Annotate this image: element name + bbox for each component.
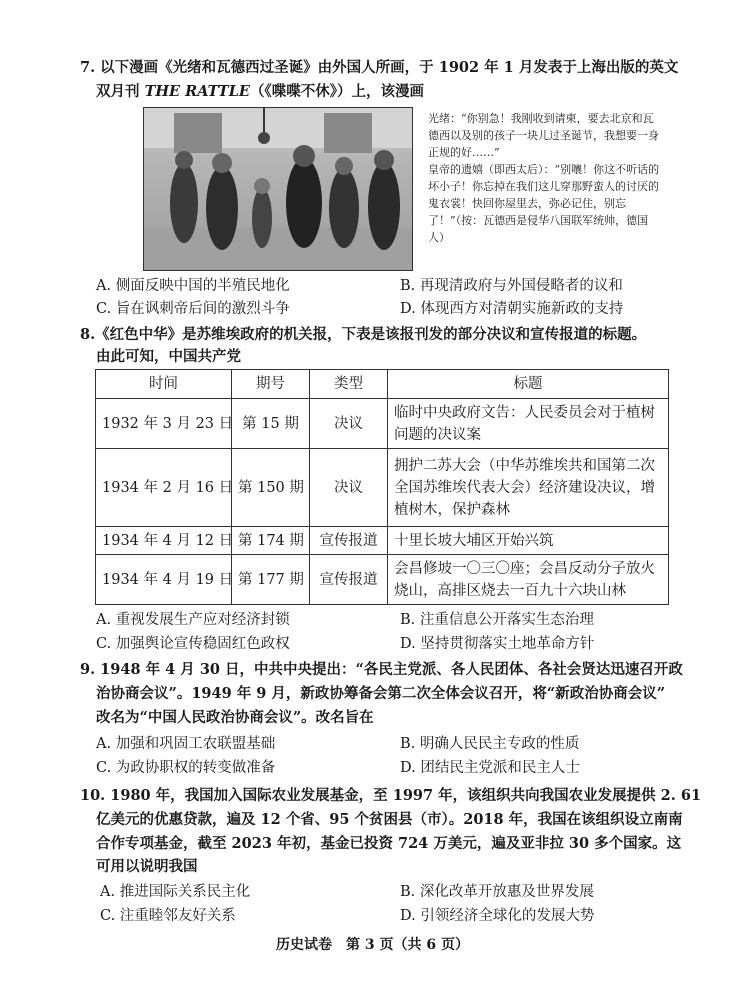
cell-title: 临时中央政府文告：人民委员会对于植树问题的决议案	[388, 399, 669, 449]
q7-cartoon-image	[143, 107, 413, 271]
cell-date: 1934 年 4 月 19 日	[96, 555, 232, 605]
header-date: 时间	[96, 370, 232, 399]
cell-date: 1932 年 3 月 23 日	[96, 399, 232, 449]
q10-option-d[interactable]: D. 引领经济全球化的发展大势	[400, 908, 595, 924]
header-type: 类型	[310, 370, 388, 399]
q9-stem-line2: 治协商会议”。1949 年 9 月，新政协筹备会第二次全体会议召开，将“新政治协商会议”	[96, 685, 666, 702]
q7-stem-line2	[96, 82, 424, 102]
q8-option-d[interactable]: D. 坚持贯彻落实土地革命方针	[400, 636, 595, 652]
header-issue: 期号	[232, 370, 310, 399]
cell-issue: 第 150 期	[232, 449, 310, 527]
q7-stem-line2-b: （《喋喋不休》）上，该漫画	[249, 83, 424, 100]
cell-issue: 第 177 期	[232, 555, 310, 605]
q7-option-c[interactable]: C. 旨在讽刺帝后间的激烈斗争	[96, 301, 290, 317]
q7-stem-line2-a: 双月刊	[96, 83, 145, 100]
q10-stem-line2: 亿美元的优惠贷款，遍及 12 个省、95 个贫困县（市）。2018 年，我国在该组织设立南南	[96, 811, 683, 828]
table-header-row	[96, 370, 669, 399]
table-row	[96, 449, 669, 527]
q10-option-a[interactable]: A. 推进国际关系民主化	[100, 884, 251, 900]
q8-option-b[interactable]: B. 注重信息公开落实生态治理	[400, 612, 594, 628]
cell-issue: 第 15 期	[232, 399, 310, 449]
cell-type: 决议	[310, 449, 388, 527]
cell-date: 1934 年 2 月 16 日	[96, 449, 232, 527]
cell-type: 决议	[310, 399, 388, 449]
q9-option-c[interactable]: C. 为政协职权的转变做准备	[96, 760, 276, 776]
q7-option-b[interactable]: B. 再现清政府与外国侵略者的议和	[400, 278, 623, 294]
q8-table	[95, 369, 669, 605]
q10-stem-line3: 合作专项基金，截至 2023 年初，基金已投资 724 万美元，遍及亚非拉 30 多个国家。这	[96, 835, 682, 852]
cell-title: 拥护二苏大会（中华苏维埃共和国第二次全国苏维埃代表大会）经济建设决议，增植树木，保护森林	[388, 449, 669, 527]
cell-issue: 第 174 期	[232, 527, 310, 555]
caption-guangxu: 光绪：“你别急！我刚收到请柬，要去北京和瓦德西以及别的孩子一块儿过圣诞节，我想要一身正规的好……”	[428, 112, 659, 159]
table-row	[96, 399, 669, 449]
q7-journal-title: THE RATTLE	[144, 83, 250, 100]
q10-stem-line4: 可用以说明我国	[96, 858, 198, 875]
q10-option-b[interactable]: B. 深化改革开放惠及世界发展	[400, 884, 594, 900]
q8-option-a[interactable]: A. 重视发展生产应对经济封锁	[96, 612, 290, 628]
q8-option-c[interactable]: C. 加强舆论宣传稳固红色政权	[96, 636, 290, 652]
header-title: 标题	[388, 370, 669, 399]
cell-date: 1934 年 4 月 12 日	[96, 527, 232, 555]
q7-option-a[interactable]: A. 侧面反映中国的半殖民地化	[96, 278, 290, 294]
q9-stem-line3: 改名为“中国人民政治协商会议”。改名旨在	[96, 709, 374, 726]
q10-option-c[interactable]: C. 注重睦邻友好关系	[100, 908, 236, 924]
caption-empress: 皇帝的遗嬉（即西太后）：“别嚷！你这不听话的坏小子！你忘掉在我们这儿穿那野蛮人的讨厌的鬼衣裳！快回你屋里去，弥必记住，别忘了！”（按：瓦德西是侵华八国联军统帅，德国人）	[428, 163, 660, 244]
q8-stem-line1: 8.《红色中华》是苏维埃政府的机关报，下表是该报刊发的部分决议和宣传报道的标题。	[80, 326, 647, 343]
table-row	[96, 555, 669, 605]
cell-type: 宣传报道	[310, 527, 388, 555]
cell-title: 十里长坡大埔区开始兴筑	[388, 527, 669, 555]
q8-stem-line2: 由此可知，中国共产党	[96, 348, 241, 365]
cell-type: 宣传报道	[310, 555, 388, 605]
cell-title: 会昌修坡一〇三〇座；会昌反动分子放火烧山，高排区烧去一百九十六块山林	[388, 555, 669, 605]
q9-option-b[interactable]: B. 明确人民民主专政的性质	[400, 736, 580, 752]
q7-option-d[interactable]: D. 体现西方对清朝实施新政的支持	[400, 301, 624, 317]
cartoon-drawing	[144, 108, 412, 270]
q7-cartoon-caption	[428, 110, 660, 246]
q7-stem-line1: 7. 以下漫画《光绪和瓦德西过圣诞》由外国人所画，于 1902 年 1 月发表于上海出版的英文	[80, 59, 679, 76]
page-footer: 历史试卷 第 3 页（共 6 页）	[276, 937, 469, 953]
q9-stem-line1: 9. 1948 年 4 月 30 日，中共中央提出：“各民主党派、各人民团体、各社会贤达迅速召开政	[80, 661, 683, 678]
q9-option-d[interactable]: D. 团结民主党派和民主人士	[400, 760, 580, 776]
table-row	[96, 527, 669, 555]
q10-stem-line1: 10. 1980 年，我国加入国际农业发展基金，至 1997 年，该组织共向我国农业发展提供 2. 61	[80, 787, 702, 804]
q9-option-a[interactable]: A. 加强和巩固工农联盟基础	[96, 736, 276, 752]
